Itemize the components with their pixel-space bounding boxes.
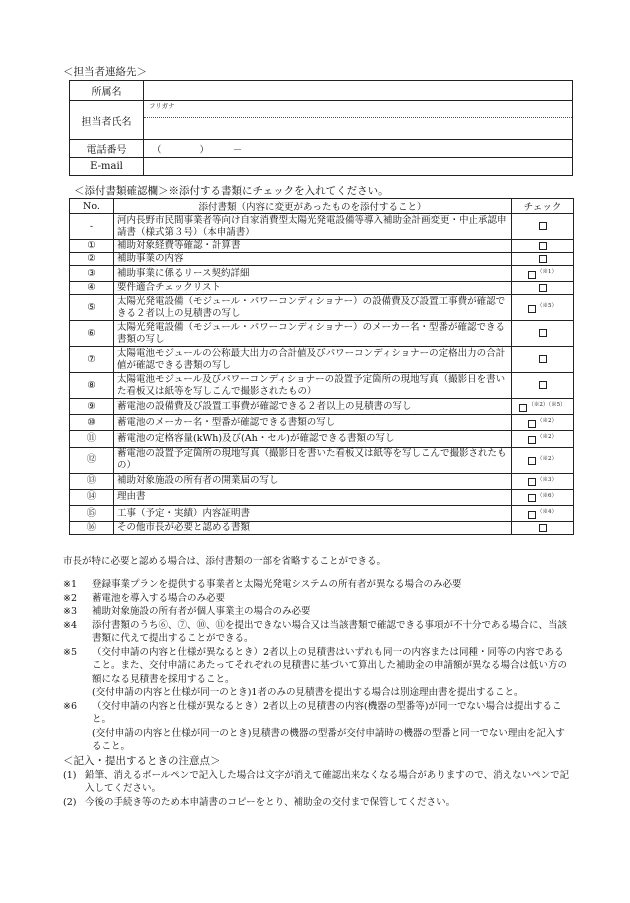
attachment-checkbox[interactable] — [539, 242, 547, 250]
email-field[interactable] — [144, 158, 573, 176]
phone-label: 電話番号 — [70, 140, 144, 158]
tips-section — [63, 755, 573, 809]
contact-row-department — [70, 81, 573, 101]
attachments-heading: ＜添付書類確認欄＞※添付する書類にチェックを入れてください。 — [74, 185, 389, 197]
tip-item — [63, 769, 573, 796]
attachment-row — [70, 253, 574, 266]
attachment-row — [70, 399, 574, 415]
attachment-no: ① — [70, 240, 114, 253]
tip-key: (2) — [63, 796, 77, 808]
attachment-no: ② — [70, 253, 114, 266]
tip-key: (1) — [63, 769, 77, 781]
attachment-document: 蓄電池の定格容量(kWh)及び(Ah・セル)が確認できる書類の写し — [114, 431, 512, 447]
note-key: ※4 — [63, 619, 78, 631]
attachment-row — [70, 295, 574, 321]
attachment-document: 太陽電池モジュールの公称最大出力の合計値及びパワーコンディショナーの定格出力の合計値が確認できる書類の写し — [114, 347, 512, 373]
attachment-checkbox[interactable] — [519, 404, 527, 412]
attachment-note-ref: （※3） — [537, 476, 557, 483]
attachment-document: 河内長野市民間事業者等向け自家消費型太陽光発電設備等導入補助金計画変更・中止承認申請書（様式第３号）（本申請書） — [114, 214, 512, 240]
attachment-row — [70, 431, 574, 447]
header-document: 添付書類（内容に変更があったものを添付すること） — [114, 199, 512, 214]
header-check: チェック — [512, 199, 574, 214]
attachment-note-ref: （※2）（※5） — [528, 402, 566, 409]
attachment-row — [70, 473, 574, 489]
attachment-check-cell — [512, 373, 574, 399]
note-item — [63, 619, 573, 646]
attachment-no: ⑥ — [70, 321, 114, 347]
attachment-check-cell — [512, 447, 574, 473]
note-text: 補助対象施設の所有者が個人事業主の場合のみ必要 — [92, 606, 311, 617]
attachment-document: 太陽電池モジュール及びパワーコンディショナーの設置予定箇所の現地写真（撮影日を書いた看板又は紙等を写しこんで撮影されたもの） — [114, 373, 512, 399]
attachment-row — [70, 214, 574, 240]
attachment-no: ⑩ — [70, 415, 114, 431]
attachment-checkbox[interactable] — [528, 436, 536, 444]
attachment-checkbox[interactable] — [528, 305, 536, 313]
attachment-document: 補助対象施設の所有者の開業届の写し — [114, 473, 512, 489]
note-item — [63, 700, 573, 754]
attachment-document: 蓄電池の設備費及び設置工事費が確認できる２者以上の見積書の写し — [114, 399, 512, 415]
attachment-row — [70, 447, 574, 473]
attachment-note-ref: （※5） — [537, 303, 557, 310]
tip-text: 鉛筆、消えるボールペンで記入した場合は文字が消えて確認出来なくなる場合がありますので、消えないペンで記入してください。 — [85, 769, 570, 794]
contact-heading: ＜担当者連絡先＞ — [63, 66, 147, 78]
attachment-checkbox[interactable] — [528, 478, 536, 486]
attachment-no: ⑧ — [70, 373, 114, 399]
attachment-checkbox[interactable] — [539, 524, 547, 532]
tip-text: 今後の手続き等のため本申請書のコピーをとり、補助金の交付まで保管してください。 — [85, 796, 456, 808]
attachment-row — [70, 266, 574, 282]
note-text: 添付書類のうち⑥、⑦、⑩、⑪を提出できない場合又は当該書類で確認できる事項が不十分である場合に、当該書類に代えて提出することができる。 — [92, 619, 568, 644]
attachment-no: ③ — [70, 266, 114, 282]
note-text: （交付申請の内容と仕様が異なるとき）2者以上の見積書はいずれも同一の内容または同種・同等の内容であること。また、交付申請にあたってそれぞれの見積書に基づいて算出した補助金の申請額が異なる場合は低い方の額になる見積書を採用すること。 (交付申請の内容と仕様が同一のとき)1者のみの見積書を提出する場合は別途理由書を提出すること。 — [92, 646, 568, 698]
attachment-document: 補助対象経費等確認・計算書 — [114, 240, 512, 253]
attachment-document: 工事（予定・実績）内容証明書 — [114, 505, 512, 521]
attachment-check-cell — [512, 399, 574, 415]
attachment-row — [70, 415, 574, 431]
attachment-row — [70, 489, 574, 505]
contact-row-phone — [70, 140, 573, 158]
attachment-document: その他市長が必要と認める書類 — [114, 522, 512, 535]
attachment-note-ref: （※2） — [537, 418, 557, 425]
name-label: 担当者氏名 — [70, 101, 144, 140]
note-key: ※1 — [63, 579, 78, 590]
attachment-note-ref: （※2） — [537, 434, 557, 441]
attachment-row — [70, 282, 574, 295]
attachment-no: ⑪ — [70, 431, 114, 447]
attachment-document: 補助事業の内容 — [114, 253, 512, 266]
attachment-checkbox[interactable] — [539, 381, 547, 389]
department-label: 所属名 — [70, 81, 144, 101]
attachment-document: 蓄電池の設置予定箇所の現地写真（撮影日を書いた看板又は紙等を写しこんで撮影されたもの） — [114, 447, 512, 473]
attachment-check-cell — [512, 214, 574, 240]
attachment-no: ⑫ — [70, 447, 114, 473]
phone-field[interactable]: （ ） － — [144, 140, 573, 158]
attachment-check-cell — [512, 321, 574, 347]
attachment-document: 補助事業に係るリース契約詳細 — [114, 266, 512, 282]
note-key: ※5 — [63, 646, 78, 658]
attachment-document: 太陽光発電設備（モジュール・パワーコンディショナー）の設備費及び設置工事費が確認できる２者以上の見積書の写し — [114, 295, 512, 321]
note-key: ※6 — [63, 700, 78, 712]
attachment-checkbox[interactable] — [539, 222, 547, 230]
attachment-check-cell — [512, 295, 574, 321]
attachment-check-cell — [512, 253, 574, 266]
contact-row-name — [70, 101, 573, 140]
note-item — [63, 605, 573, 619]
attachment-checkbox[interactable] — [539, 329, 547, 337]
attachment-note-ref: （※4） — [537, 508, 557, 515]
note-text: 登録事業プランを提供する事業者と太陽光発電システムの所有者が異なる場合のみ必要 — [92, 579, 462, 590]
attachment-row — [70, 240, 574, 253]
attachment-no: ⑤ — [70, 295, 114, 321]
note-key: ※3 — [63, 606, 78, 617]
attachment-checkbox[interactable] — [539, 284, 547, 292]
attachment-checkbox[interactable] — [528, 271, 536, 279]
attachment-no: - — [70, 214, 114, 240]
attachment-row — [70, 321, 574, 347]
attachment-document: 要件適合チェックリスト — [114, 282, 512, 295]
attachment-check-cell — [512, 282, 574, 295]
attachment-document: 理由書 — [114, 489, 512, 505]
attachment-checkbox[interactable] — [528, 420, 536, 428]
attachment-no: ④ — [70, 282, 114, 295]
tip-item — [63, 796, 573, 810]
attachments-table — [69, 198, 574, 535]
attachment-checkbox[interactable] — [528, 511, 536, 519]
attachment-note-ref: （※6） — [537, 492, 557, 499]
attachment-check-cell — [512, 415, 574, 431]
note-item — [63, 592, 573, 606]
attachment-check-cell — [512, 489, 574, 505]
note-text: 蓄電池を導入する場合のみ必要 — [92, 592, 226, 604]
attachment-document: 太陽光発電設備（モジュール・パワーコンディショナー）のメーカー名・型番が確認できる書類の写し — [114, 321, 512, 347]
header-no: No. — [70, 199, 114, 214]
attachment-row — [70, 347, 574, 373]
attachment-check-cell — [512, 347, 574, 373]
contact-row-email — [70, 158, 573, 176]
attachment-document: 蓄電池のメーカー名・型番が確認できる書類の写し — [114, 415, 512, 431]
attachment-row — [70, 373, 574, 399]
attachment-check-cell — [512, 240, 574, 253]
email-label: E-mail — [70, 158, 144, 176]
attachment-note-ref: （※1） — [537, 269, 557, 275]
attachment-check-cell — [512, 266, 574, 282]
attachment-no: ⑬ — [70, 473, 114, 489]
name-value — [144, 118, 572, 139]
attachment-row — [70, 522, 574, 535]
attachment-no: ⑯ — [70, 522, 114, 535]
attachment-checkbox[interactable] — [528, 494, 536, 502]
contact-table — [69, 80, 573, 176]
note-key: ※2 — [63, 592, 78, 604]
attachment-no: ⑨ — [70, 399, 114, 415]
attachments-footnote: 市長が特に必要と認める場合は、添付書類の一部を省略することができる。 — [63, 556, 387, 567]
attachment-check-cell — [512, 505, 574, 521]
attachment-checkbox[interactable] — [528, 457, 536, 465]
notes-list — [63, 578, 573, 754]
note-item — [63, 578, 573, 592]
attachments-header-row — [70, 199, 574, 214]
attachment-checkbox[interactable] — [539, 255, 547, 263]
furigana-label: フリガナ — [149, 102, 175, 110]
attachment-check-cell — [512, 522, 574, 535]
attachment-row — [70, 505, 574, 521]
attachment-no: ⑭ — [70, 489, 114, 505]
attachment-check-cell — [512, 473, 574, 489]
attachment-note-ref: （※2） — [537, 455, 557, 462]
name-field[interactable] — [144, 101, 573, 140]
department-field[interactable] — [144, 81, 573, 101]
attachment-checkbox[interactable] — [539, 355, 547, 363]
attachment-check-cell — [512, 431, 574, 447]
note-item — [63, 646, 573, 700]
tips-heading: ＜記入・提出するときの注意点＞ — [63, 755, 221, 767]
attachment-no: ⑮ — [70, 505, 114, 521]
note-text: （交付申請の内容と仕様が異なるとき）2者以上の見積書の内容(機器の型番等)が同一でない場合は提出すること。 (交付申請の内容と仕様が同一のとき)見積書の機器の型番が交付申請時の機器の型番と同一でない理由を記入すること。 — [92, 700, 565, 752]
attachment-no: ⑦ — [70, 347, 114, 373]
